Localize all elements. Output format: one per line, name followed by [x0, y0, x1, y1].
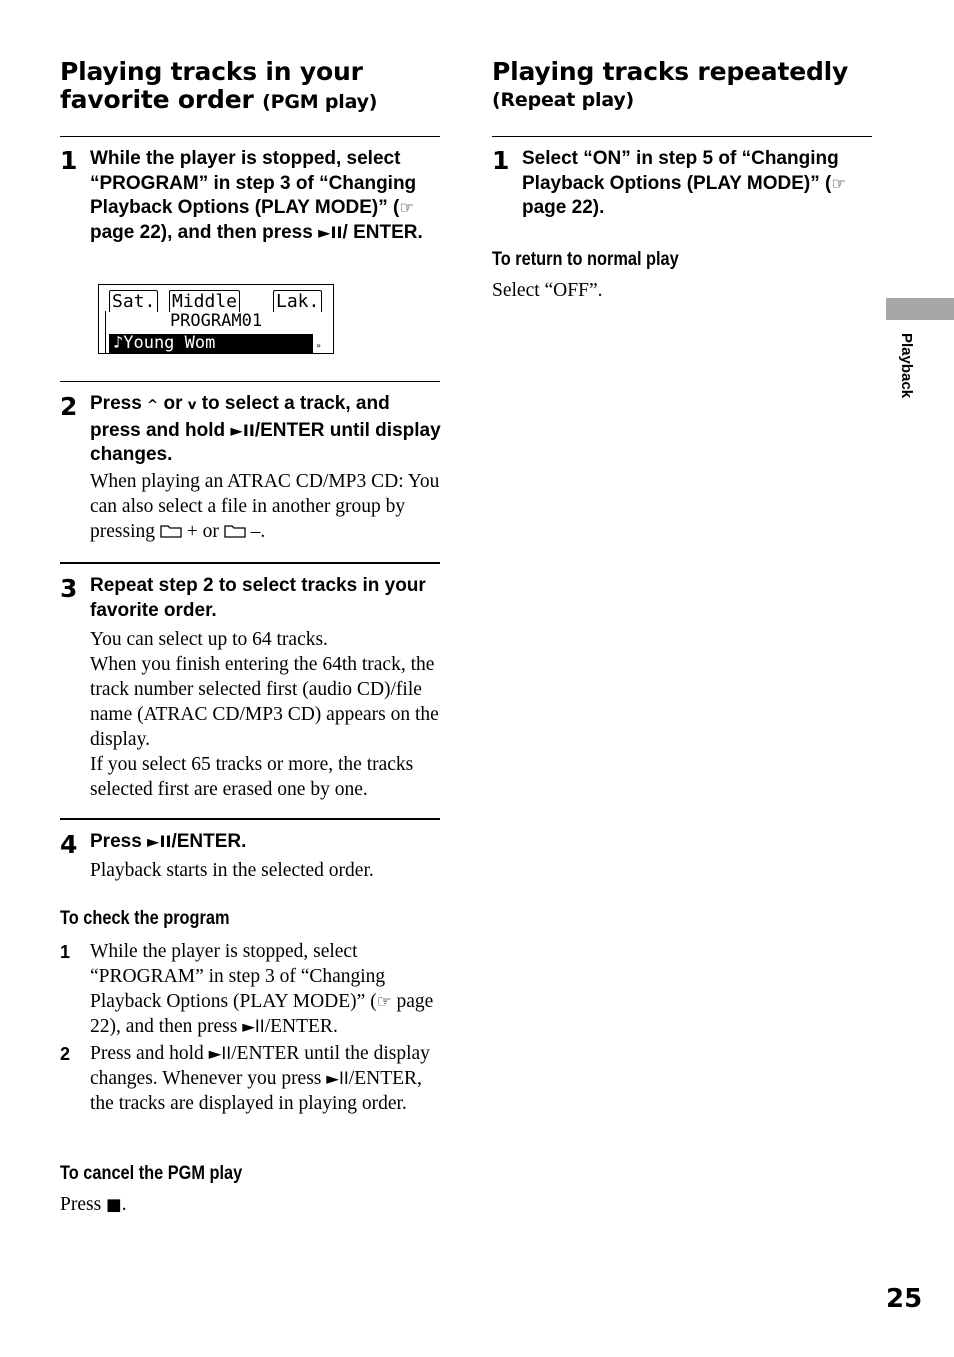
- side-label: Playback: [898, 333, 915, 399]
- text: While the player is stopped, select “PROGRAM” in step 3 of “Changing Playback Options (PLAY MODE)” (: [90, 941, 386, 1012]
- return-normal-heading: To return to normal play: [492, 249, 679, 270]
- step-2-title: [90, 392, 445, 468]
- down-icon: v: [187, 398, 197, 413]
- play-pause-icon: ►II: [242, 1017, 265, 1036]
- lcd-scroll-mark: »: [316, 341, 321, 350]
- text: If you select 65 tracks or more, the tracks selected first are erased one by one.: [90, 754, 414, 800]
- title-line-1: Playing tracks repeatedly: [492, 57, 849, 86]
- list-number: 2: [60, 1044, 71, 1064]
- step-number: 2: [60, 392, 78, 421]
- pointer-icon: ☞: [376, 992, 392, 1011]
- folder-icon: [224, 523, 246, 538]
- step-number: 1: [492, 146, 510, 175]
- text: /ENTER.: [264, 1016, 338, 1037]
- step-4-body: Playback starts in the selected order.: [90, 860, 374, 881]
- step-3-title: Repeat step 2 to select tracks in your favorite order.: [90, 575, 426, 621]
- step-number: 3: [60, 574, 78, 603]
- lcd-tab: Middle: [169, 290, 240, 312]
- lcd-display: [98, 284, 334, 354]
- text: /ENTER, the tracks are displayed in playing order.: [90, 1068, 422, 1114]
- lcd-tab: Sat.: [109, 290, 158, 312]
- lcd-program-label: PROGRAM01: [169, 311, 263, 331]
- text: page 22), and then press: [90, 991, 434, 1037]
- lcd-tab: Lak.: [273, 290, 322, 312]
- pointer-icon: ☞: [399, 198, 414, 217]
- play-pause-icon: ►II: [230, 420, 255, 440]
- section-title-repeat: [492, 58, 912, 114]
- text: While the player is stopped, select “PROGRAM” in step 3 of “Changing Playback Options (PLAY MODE)” (: [90, 148, 417, 218]
- section-title-pgm: [60, 58, 480, 116]
- divider: [60, 562, 440, 564]
- play-pause-icon: ►II: [318, 222, 343, 242]
- cancel-pgm-heading: To cancel the PGM play: [60, 1163, 243, 1184]
- title-sub: (Repeat play): [492, 89, 635, 111]
- text: Press and hold: [90, 1043, 209, 1064]
- text: When you finish entering the 64th track, the track number selected first (audio CD)/file name (ATRAC CD/MP3 CD) appears on the display.: [90, 654, 439, 750]
- text: Press: [90, 393, 148, 414]
- play-pause-icon: ►II: [147, 832, 172, 851]
- up-icon: ^: [147, 398, 159, 413]
- text: / ENTER.: [342, 221, 423, 243]
- check-item-2: [90, 1041, 440, 1116]
- text: page 22), and then press: [90, 221, 319, 243]
- text: Press: [60, 1194, 107, 1215]
- pointer-icon: ☞: [831, 173, 846, 193]
- step-number: 4: [60, 830, 78, 859]
- step-4-title: [90, 830, 445, 855]
- return-normal-body: Select “OFF”.: [492, 280, 603, 301]
- text: When playing an ATRAC CD/MP3 CD: You can also select a file in another group by pressing: [90, 471, 440, 542]
- title-line-2: favorite order: [60, 85, 254, 114]
- text: page 22).: [522, 197, 605, 218]
- cancel-body: [60, 1192, 410, 1217]
- play-pause-icon: ►II: [326, 1069, 349, 1088]
- text: to select a track, and press and hold: [90, 393, 390, 441]
- step-1-title: [90, 147, 445, 245]
- text: + or: [181, 521, 224, 542]
- title-line-1: Playing tracks in your: [60, 57, 363, 86]
- divider: [60, 381, 440, 382]
- check-item-1: [90, 939, 440, 1039]
- page-number: 25: [886, 1284, 923, 1314]
- text: /ENTER until the display changes. Whenever you press: [90, 1043, 430, 1089]
- text: /ENTER.: [171, 831, 247, 852]
- lcd-selected-track: ♪Young Wom: [109, 334, 313, 353]
- text: or: [158, 393, 188, 414]
- folder-icon: [160, 523, 182, 538]
- play-pause-icon: ►II: [208, 1044, 232, 1063]
- repeat-step-1-title: [522, 147, 877, 221]
- list-number: 1: [60, 942, 71, 962]
- text: Select “ON” in step 5 of “Changing Playback Options (PLAY MODE)” (: [522, 148, 839, 194]
- divider: [60, 136, 440, 137]
- text: You can select up to 64 tracks.: [90, 629, 328, 650]
- text: .: [121, 1194, 127, 1215]
- step-2-body: [90, 469, 440, 544]
- lcd-tabs: [109, 290, 325, 312]
- divider: [60, 818, 440, 820]
- stop-icon: ■: [106, 1195, 122, 1214]
- text: –.: [245, 521, 266, 542]
- title-sub: (PGM play): [262, 91, 378, 113]
- step-3-body: [90, 627, 440, 802]
- text: Press: [90, 831, 148, 852]
- step-number: 1: [60, 146, 78, 175]
- text: /ENTER until display changes.: [90, 419, 441, 465]
- divider: [492, 136, 872, 137]
- side-tab-marker: [886, 298, 954, 320]
- check-program-heading: To check the program: [60, 908, 230, 929]
